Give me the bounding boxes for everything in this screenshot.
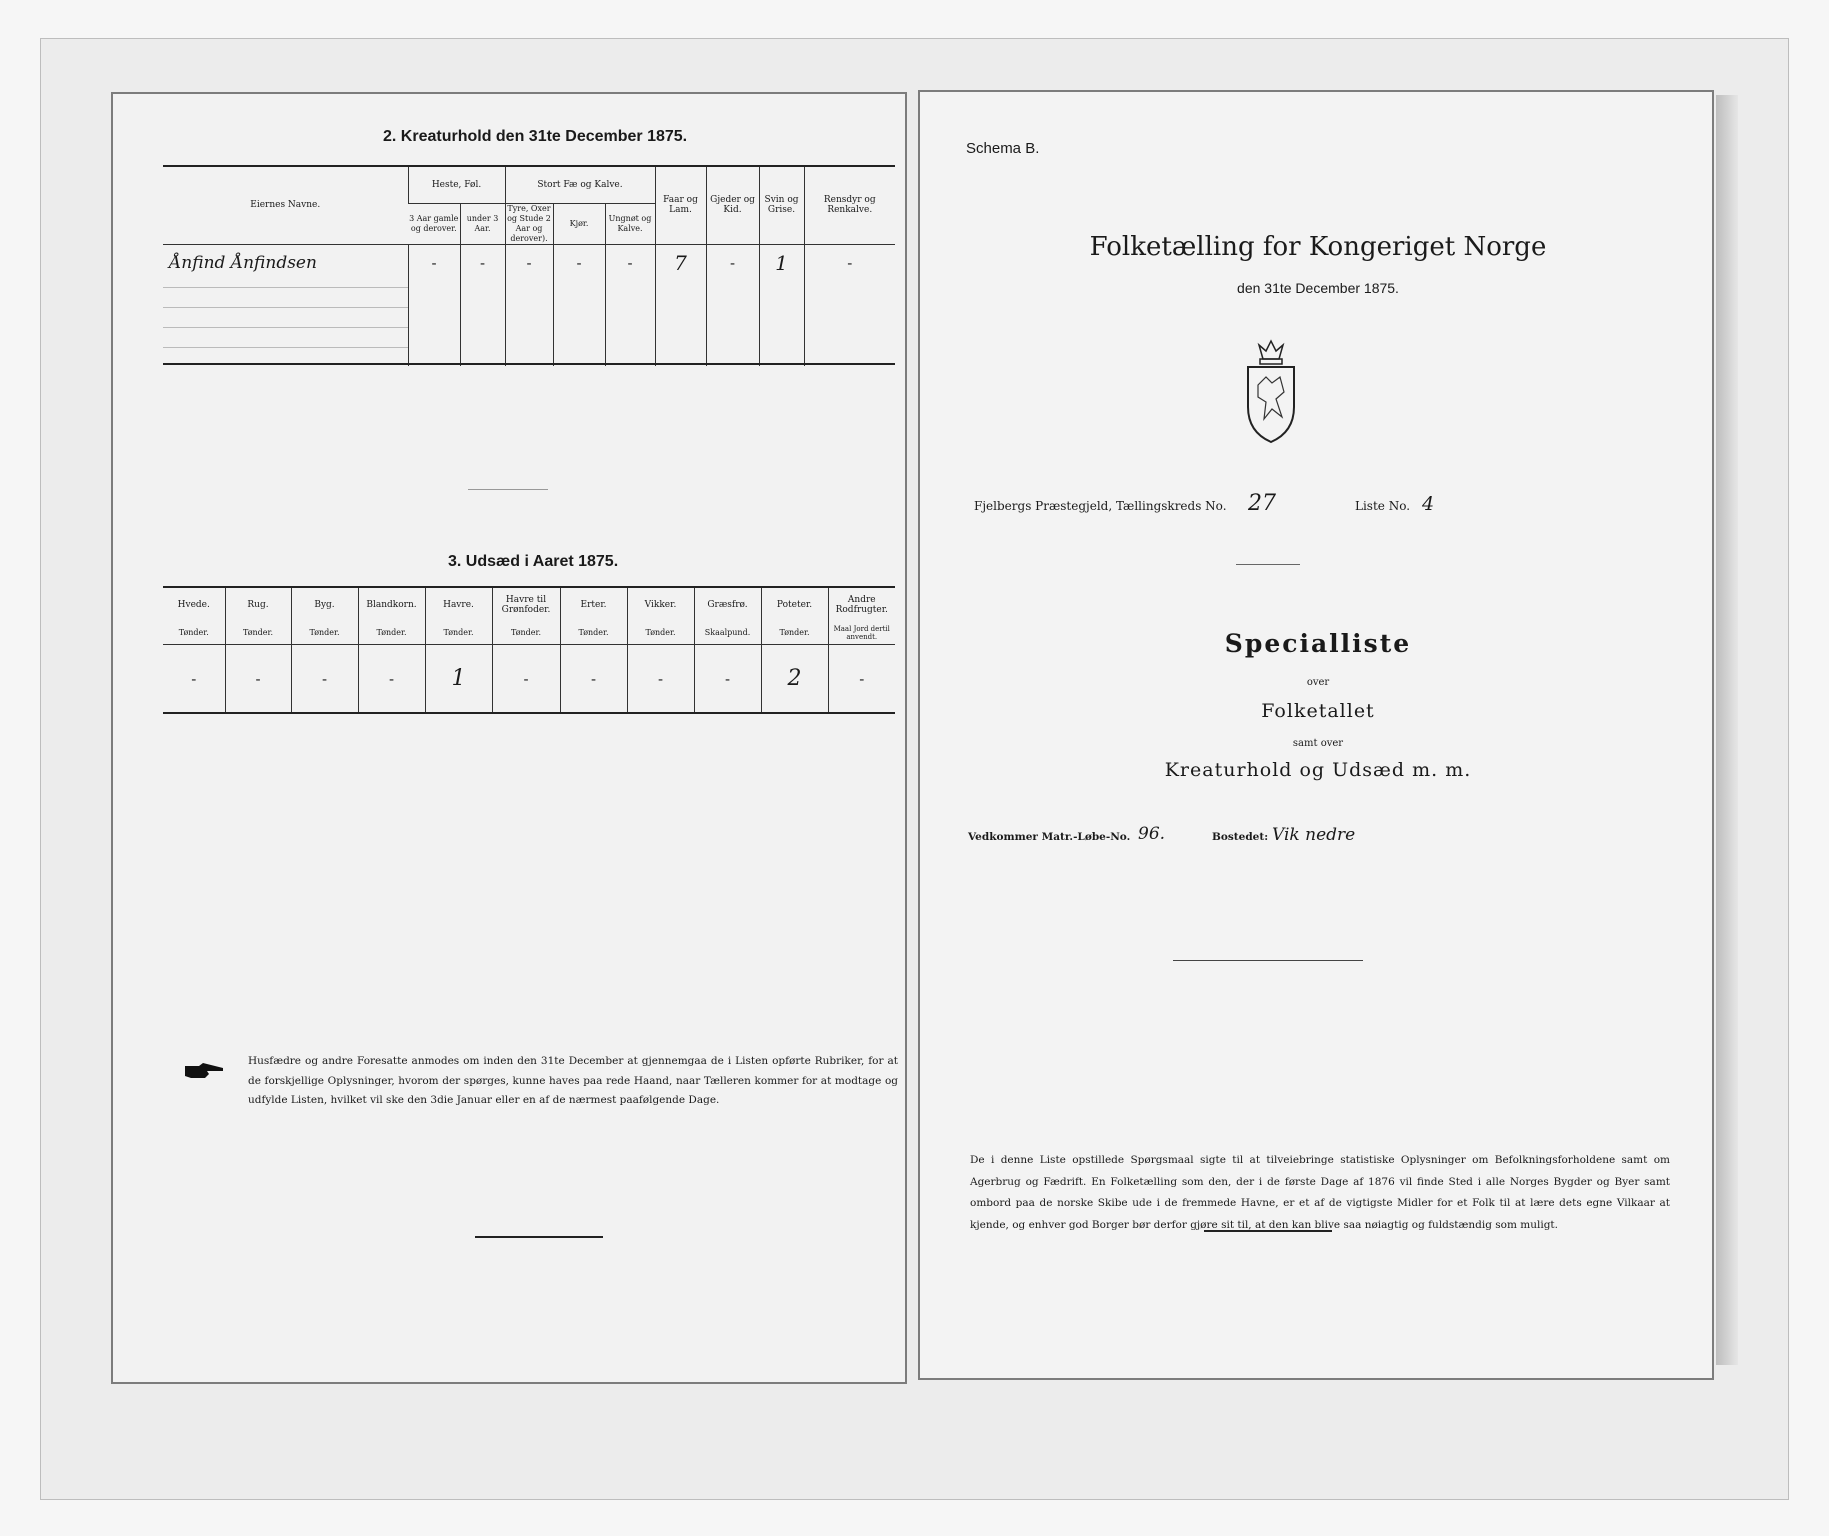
seed-value: -	[828, 645, 895, 712]
seed-table-bottom-rule	[163, 712, 895, 714]
table-bottom-rule	[163, 363, 895, 365]
seed-header-byg: Byg.	[291, 588, 358, 623]
horse-group-header: Heste, Føl.	[408, 167, 505, 203]
pointing-hand-icon	[183, 1060, 227, 1082]
goat-header: Gjeder og Kid.	[706, 167, 759, 244]
matr-number: 96.	[1138, 824, 1166, 844]
reindeer-header: Rensdyr og Renkalve.	[804, 167, 895, 244]
sheep-header: Faar og Lam.	[655, 167, 706, 244]
liste-number: 4	[1422, 493, 1435, 515]
horse-old-header: 3 Aar gamle og derover.	[409, 213, 459, 233]
seed-unit: Tønder.	[291, 623, 358, 645]
owner-header: Eiernes Navne.	[250, 200, 321, 211]
table-cell: -	[505, 244, 553, 282]
bosted-label: Bostedet:	[1212, 831, 1269, 843]
owner-name: Ånfind Ånfindsen	[169, 253, 317, 274]
table-cell: -	[553, 244, 605, 282]
row-line	[163, 327, 408, 328]
notice-text: Husfædre og andre Foresatte anmodes om inden den 31te December at gjennemgaa de i Listen opførte Rubriker, for at de forskjellige Oplysninger, hvorom der spørges, kunne haves paa rede Haand, naar Tælleren kommer for at modtage og udfylde Listen, hvilket vil ske den 3die Januar eller en af de nærmest paafølgende Dage.	[248, 1055, 898, 1106]
divider	[1204, 1230, 1332, 1232]
cattle-group-header: Stort Fæ og Kalve.	[505, 167, 655, 203]
pig-header: Svin og Grise.	[759, 167, 804, 244]
parish-line: Fjelbergs Præstegjeld, Tællingskreds No.	[974, 499, 1227, 513]
left-page	[111, 92, 907, 1384]
seed-header-rug: Rug.	[225, 588, 291, 623]
row-line	[163, 307, 408, 308]
seed-unit: Tønder.	[225, 623, 291, 645]
main-title: Folketælling for Kongeriget Norge	[1089, 232, 1547, 262]
kreatur-title: Kreaturhold og Udsæd m. m.	[1164, 759, 1472, 781]
seed-value: -	[694, 645, 761, 712]
folketallet-title: Folketallet	[1261, 700, 1375, 722]
seed-value: 1	[425, 645, 492, 712]
seed-value: 2	[761, 645, 828, 712]
right-page	[918, 90, 1714, 1380]
row-line	[163, 347, 408, 348]
seed-unit: Tønder.	[425, 623, 492, 645]
page-edge-shadow	[1716, 95, 1738, 1365]
seed-unit: Tønder.	[492, 623, 560, 645]
seed-unit: Maal Jord dertil anvendt.	[828, 623, 895, 645]
over-label: over	[1306, 677, 1330, 688]
bull-header: Tyre, Oxer og Stude 2 Aar og derover).	[505, 203, 553, 244]
seed-value: -	[492, 645, 560, 712]
table-cell: -	[804, 244, 895, 282]
section3-title: 3. Udsæd i Aaret 1875.	[448, 553, 619, 570]
seed-header-erter: Erter.	[560, 588, 627, 623]
liste-label: Liste No.	[1355, 499, 1411, 513]
schema-label: Schema B.	[966, 140, 1040, 157]
bosted-value: Vik nedre	[1272, 825, 1356, 845]
seed-header-rodfrugter: Andre Rodfrugter.	[828, 588, 895, 623]
divider	[468, 489, 548, 490]
seed-header-havre: Havre.	[425, 588, 492, 623]
seed-header-hvede: Hvede.	[177, 600, 210, 611]
date-line: den 31te December 1875.	[1237, 280, 1399, 296]
table-cell: -	[460, 244, 505, 282]
seed-unit: Tønder.	[761, 623, 828, 645]
seed-header-blandkorn: Blandkorn.	[358, 588, 425, 623]
row-line	[163, 287, 408, 288]
seed-unit: Tønder.	[560, 623, 627, 645]
seed-value: -	[627, 645, 694, 712]
coat-of-arms-icon	[1236, 337, 1306, 447]
cow-header: Kjør.	[553, 203, 605, 244]
livestock-table	[163, 167, 895, 366]
samt-over-label: samt over	[1292, 738, 1344, 749]
divider	[1173, 960, 1363, 961]
matr-label: Vedkommer Matr.-Løbe-No.	[968, 831, 1131, 843]
seed-value: -	[560, 645, 627, 712]
seed-value: -	[291, 645, 358, 712]
table-cell: -	[706, 244, 759, 282]
table-cell: -	[605, 244, 655, 282]
seed-value: -	[225, 645, 291, 712]
seed-unit: Tønder.	[627, 623, 694, 645]
seed-header-graesfro: Græsfrø.	[694, 588, 761, 623]
calf-header: Ungnøt og Kalve.	[605, 203, 655, 244]
seed-table	[163, 588, 895, 712]
section2-title: 2. Kreaturhold den 31te December 1875.	[383, 128, 688, 145]
seed-unit: Tønder.	[358, 623, 425, 645]
seed-unit: Tønder.	[178, 628, 209, 638]
table-cell: 1	[759, 244, 804, 282]
kreds-number: 27	[1248, 491, 1276, 516]
table-cell: -	[408, 244, 460, 282]
special-title: Specialliste	[1224, 629, 1412, 658]
seed-header-gronfoder: Havre til Grønfoder.	[492, 588, 560, 623]
seed-header-vikker: Vikker.	[627, 588, 694, 623]
seed-header-poteter: Poteter.	[761, 588, 828, 623]
divider	[1236, 564, 1300, 565]
horse-young-header: under 3 Aar.	[460, 203, 505, 244]
seed-value: -	[358, 645, 425, 712]
footer-text: De i denne Liste opstillede Spørgsmaal sigte til at tilveiebringe statistiske Oplysninger om Befolkningsforholdene samt om Agerbrug og Fædrift. En Folketælling som den, der i de første Dage af 1876 vil finde Sted i alle Norges Bygder og Byer samt ombord paa de norske Skibe ude i de fremmede Havne, er et af de vigtigste Midler for et Folk til at lære dets egne Vilkaar at kjende, og enhver god Borger bør derfor gjøre sit til, at den kan blive saa nøiagtig og fuldstændig som muligt.	[970, 1154, 1670, 1231]
seed-unit: Skaalpund.	[694, 623, 761, 645]
divider	[475, 1236, 603, 1238]
table-cell: 7	[655, 244, 706, 282]
seed-value: -	[191, 669, 197, 688]
